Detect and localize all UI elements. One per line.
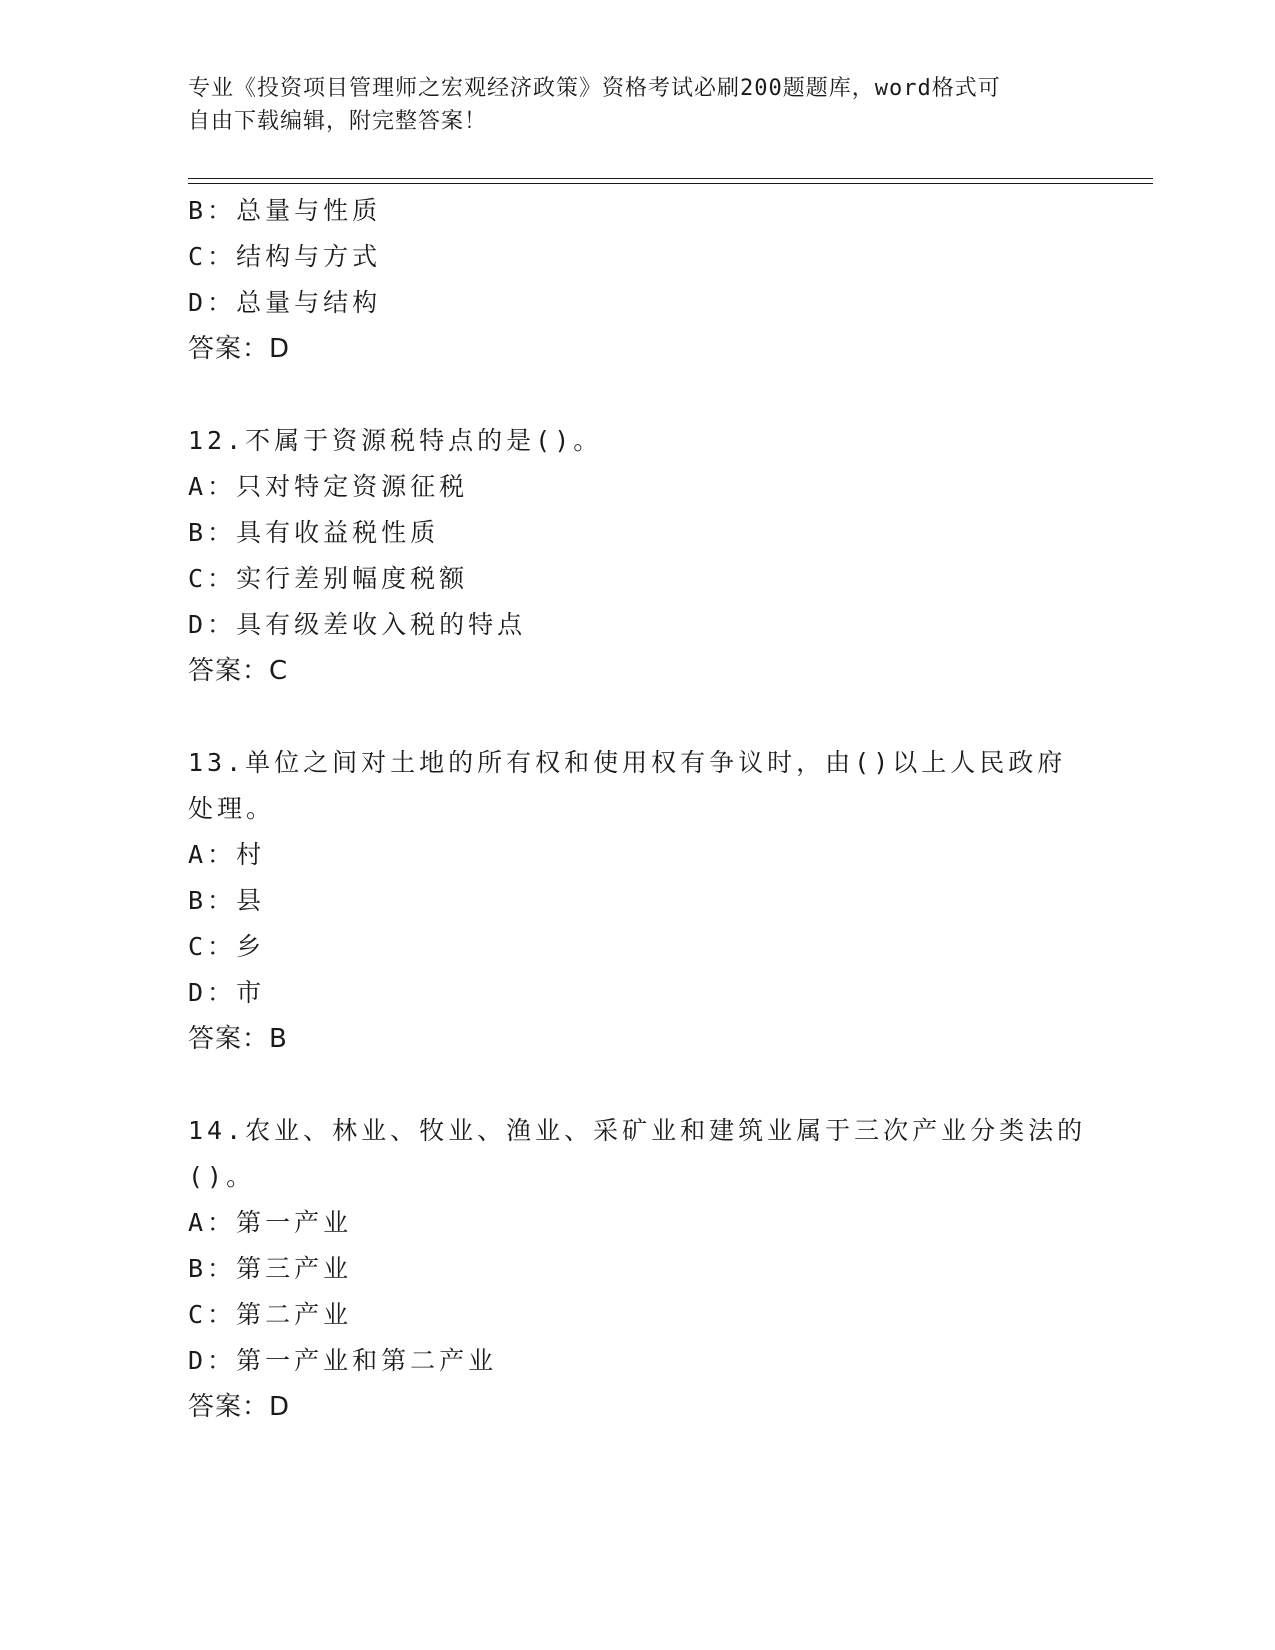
- option-b: B：第三产业: [188, 1254, 353, 1283]
- question-stem: 13.单位之间对土地的所有权和使用权有争议时，由()以上人民政府处理。: [188, 748, 1067, 823]
- option-d: D：第一产业和第二产业: [188, 1346, 498, 1375]
- question-13: [188, 740, 1088, 1062]
- question-stem: 12.不属于资源税特点的是()。: [188, 426, 603, 455]
- option-c: C：第二产业: [188, 1300, 353, 1329]
- question-11-continued: [188, 188, 1088, 372]
- answer-line: 答案：B: [188, 1024, 288, 1054]
- question-content: [188, 188, 1088, 1430]
- header-title-line-2: 自由下载编辑，附完整答案！: [188, 109, 488, 134]
- question-12: [188, 418, 1088, 694]
- answer-line: 答案：D: [188, 1392, 291, 1422]
- option-a: A：第一产业: [188, 1208, 353, 1237]
- option-d: D：总量与结构: [188, 288, 382, 317]
- option-b: B：总量与性质: [188, 196, 382, 225]
- header-divider-top: [188, 178, 1153, 179]
- option-b: B：具有收益税性质: [188, 518, 440, 547]
- option-c: C：结构与方式: [188, 242, 382, 271]
- question-stem: 14.农业、林业、牧业、渔业、采矿业和建筑业属于三次产业分类法的()。: [188, 1116, 1087, 1191]
- answer-line: 答案：D: [188, 334, 291, 364]
- option-c: C：乡: [188, 932, 266, 961]
- option-d: D：市: [188, 978, 266, 1007]
- option-c: C：实行差别幅度税额: [188, 564, 469, 593]
- option-a: A：只对特定资源征税: [188, 472, 469, 501]
- option-a: A：村: [188, 840, 266, 869]
- answer-line: 答案：C: [188, 656, 289, 686]
- header-title-line-1: 专业《投资项目管理师之宏观经济政策》资格考试必刷200题题库，word格式可: [188, 76, 1001, 101]
- question-14: [188, 1108, 1088, 1430]
- document-header: [188, 72, 1068, 138]
- header-divider-bottom: [188, 183, 1153, 184]
- option-b: B：县: [188, 886, 266, 915]
- option-d: D：具有级差收入税的特点: [188, 610, 527, 639]
